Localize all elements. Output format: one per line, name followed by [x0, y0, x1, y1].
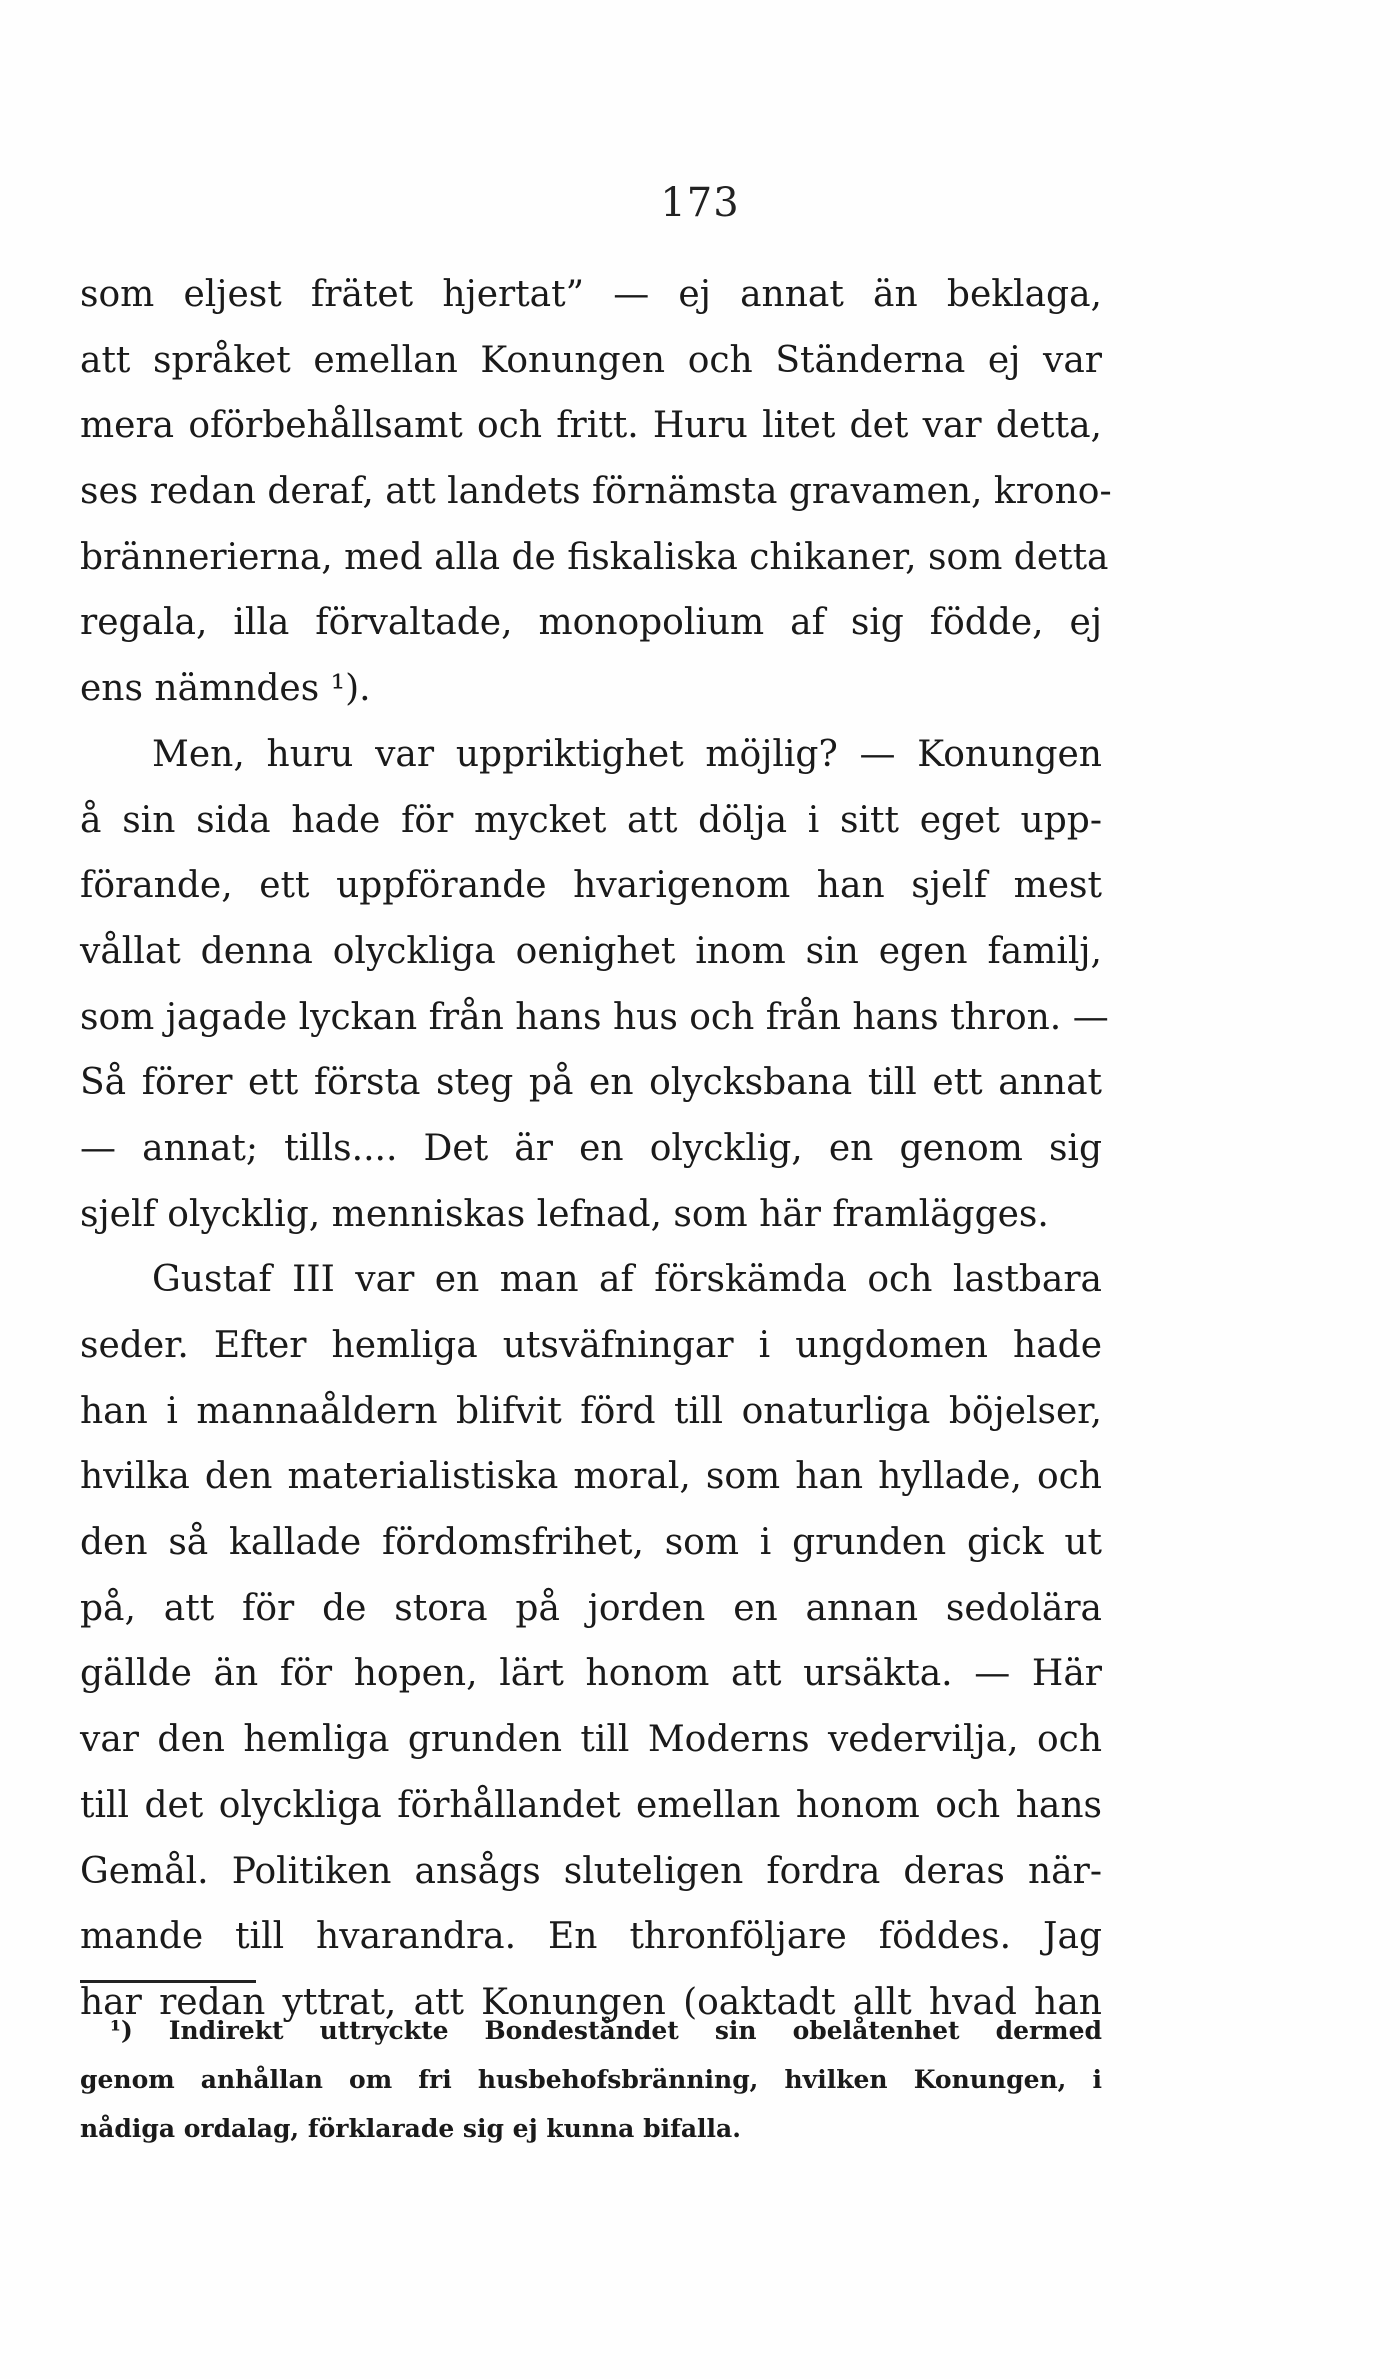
page-number: 173	[660, 180, 740, 226]
text-line: Gemål. Politiken ansågs sluteligen fordra deras när-	[80, 1850, 1102, 1892]
text-line: att språket emellan Konungen och Ständerna ej var	[80, 339, 1102, 381]
footnote-line: ¹) Indirekt uttryckte Bondeståndet sin obelåtenhet dermed	[110, 2016, 1102, 2045]
footnote-divider	[80, 1980, 256, 1983]
text-line: hvilka den materialistiska moral, som han hyllade, och	[80, 1456, 1102, 1498]
footnote-line: genom anhållan om fri husbehofsbränning, hvilken Konungen, i	[80, 2065, 1102, 2094]
text-line: den så kallade fördomsfrihet, som i grunden gick ut	[80, 1522, 1102, 1564]
text-line: ses redan deraf, att landets förnämsta gravamen, krono-	[80, 471, 1112, 513]
text-line: till det olyckliga förhållandet emellan honom och hans	[80, 1784, 1102, 1826]
text-line: som eljest frätet hjertat” — ej annat än beklaga,	[80, 274, 1102, 315]
text-line: han i mannaåldern blifvit förd till onaturliga böjelser,	[80, 1390, 1102, 1432]
body-text	[80, 262, 1112, 2036]
text-line: Så förer ett första steg på en olycksbana till ett annat	[80, 1062, 1102, 1104]
text-line: brännerierna, med alla de fiskaliska chikaner, som detta	[80, 536, 1109, 578]
text-line: Gustaf III var en man af förskämda och lastbara	[152, 1259, 1102, 1301]
text-line: mande till hvarandra. En thronföljare föddes. Jag	[80, 1916, 1102, 1958]
text-line: Men, huru var uppriktighet möjlig? — Konungen	[152, 733, 1102, 775]
text-line: å sin sida hade för mycket att dölja i sitt eget upp-	[80, 799, 1102, 841]
footnote-line: nådiga ordalag, förklarade sig ej kunna bifalla.	[80, 2114, 741, 2143]
text-line: ens nämndes ¹).	[80, 668, 371, 710]
text-line: gällde än för hopen, lärt honom att ursäkta. — Här	[80, 1653, 1102, 1695]
text-line: var den hemliga grunden till Moderns vedervilja, och	[80, 1719, 1102, 1761]
text-line: seder. Efter hemliga utsväfningar i ungdomen hade	[80, 1325, 1102, 1366]
text-line: sjelf olycklig, menniskas lefnad, som här framlägges.	[80, 1193, 1049, 1235]
text-line: mera oförbehållsamt och fritt. Huru litet det var detta,	[80, 405, 1102, 447]
text-line: förande, ett uppförande hvarigenom han sjelf mest	[80, 865, 1102, 907]
footnotes	[80, 2006, 1102, 2153]
text-line: vållat denna olyckliga oenighet inom sin egen familj,	[80, 930, 1102, 972]
text-line: på, att för de stora på jorden en annan sedolära	[80, 1587, 1102, 1629]
text-line: regala, illa förvaltade, monopolium af sig födde, ej	[80, 602, 1102, 644]
text-line: som jagade lyckan från hans hus och från hans thron. —	[80, 996, 1109, 1038]
text-line: — annat; tills.... Det är en olycklig, en genom sig	[80, 1127, 1102, 1169]
text-line: har redan yttrat, att Konungen (oaktadt allt hvad han	[80, 1981, 1102, 2023]
